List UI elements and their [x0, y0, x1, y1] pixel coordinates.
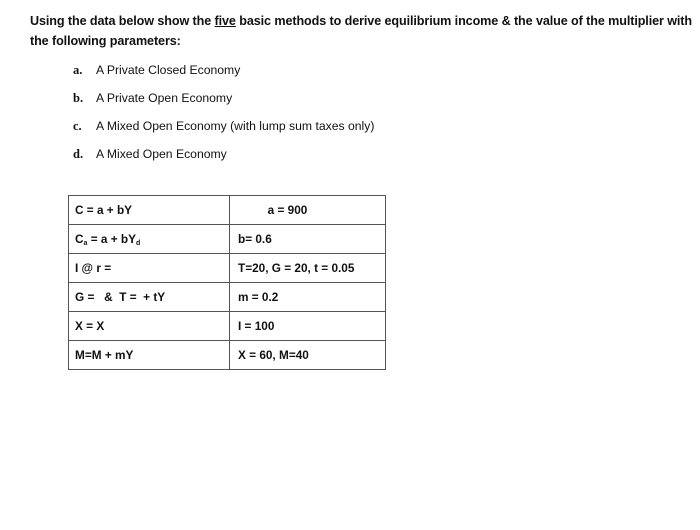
case-letter: c.: [73, 118, 82, 133]
question-emphasis: five: [214, 14, 236, 28]
table-row: [69, 196, 386, 225]
case-text: A Private Open Economy: [96, 91, 233, 105]
value-cell: a = 900: [230, 196, 386, 225]
case-item-a: [73, 56, 374, 84]
value-cell: T=20, G = 20, t = 0.05: [230, 254, 386, 283]
value-cell: b= 0.6: [230, 225, 386, 254]
question-text-end: basic methods to derive equilibrium income & the value of the multiplier with the following parameters:: [30, 14, 692, 48]
value-cell: m = 0.2: [230, 283, 386, 312]
equation-part: = a + bY: [87, 231, 136, 246]
case-item-d: [73, 140, 374, 168]
question-text-start: Using the data below show the: [30, 14, 215, 28]
table-row: [69, 254, 386, 283]
table-row: [69, 225, 386, 254]
case-letter: d.: [73, 146, 84, 161]
case-letter: b.: [73, 90, 84, 105]
equation-cell: C = a + bY: [69, 196, 230, 225]
economy-case-list: [73, 56, 374, 168]
table-row: [69, 312, 386, 341]
case-text: A Mixed Open Economy (with lump sum taxes only): [96, 119, 375, 133]
value-cell: I = 100: [230, 312, 386, 341]
case-letter: a.: [73, 62, 83, 77]
case-item-b: [73, 84, 374, 112]
case-text: A Private Closed Economy: [96, 63, 241, 77]
table-row: [69, 283, 386, 312]
equation-cell: I @ r =: [69, 254, 230, 283]
value-cell: X = 60, M=40: [230, 341, 386, 370]
case-text: A Mixed Open Economy: [96, 147, 227, 161]
parameters-table: [68, 195, 386, 370]
table-row: [69, 341, 386, 370]
equation-subscript: a: [83, 239, 88, 247]
equation-cell: [69, 225, 230, 254]
equation-cell: X = X: [69, 312, 230, 341]
case-item-c: [73, 112, 374, 140]
equation-cell: M=M + mY: [69, 341, 230, 370]
equation-cell: G = & T = + tY: [69, 283, 230, 312]
equation-subscript: d: [135, 239, 141, 247]
equation-part: C: [75, 231, 84, 246]
question-text: [30, 11, 698, 51]
